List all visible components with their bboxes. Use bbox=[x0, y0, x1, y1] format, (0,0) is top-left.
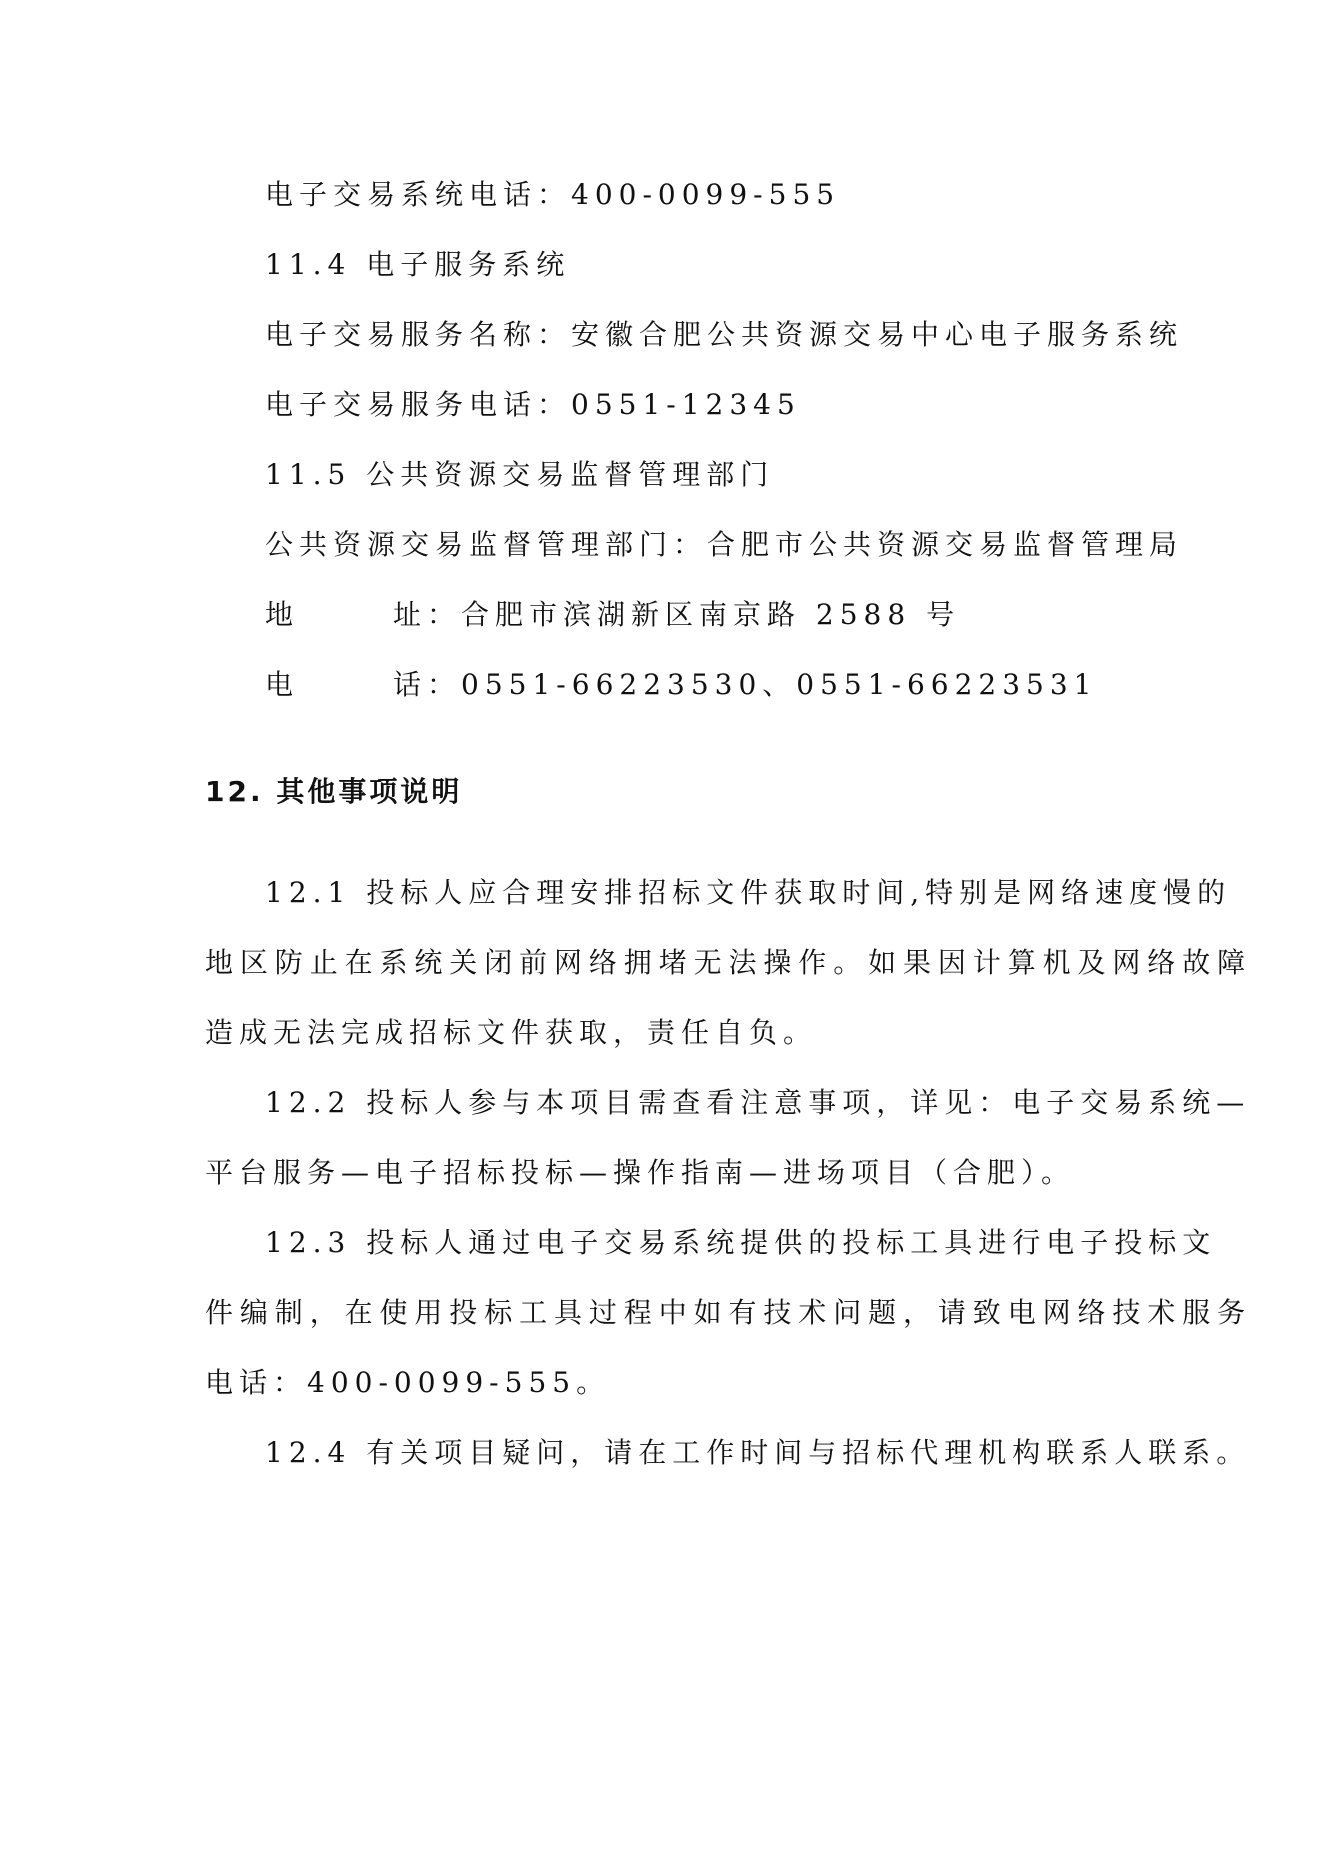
service-name-line: 电子交易服务名称：安徽合肥公共资源交易中心电子服务系统 bbox=[265, 318, 1184, 351]
para-12-2-line-1: 12.2 投标人参与本项目需查看注意事项，详见：电子交易系统— bbox=[265, 1086, 1251, 1119]
address-label-second: 址： bbox=[393, 598, 462, 631]
subsection-11-5-title: 11.5 公共资源交易监督管理部门 bbox=[265, 458, 775, 491]
phone-label-second: 话： bbox=[393, 668, 462, 701]
para-12-4-line-1: 12.4 有关项目疑问，请在工作时间与招标代理机构联系人联系。 bbox=[265, 1436, 1251, 1469]
phone-label-first: 电 bbox=[265, 668, 300, 701]
supervision-dept-line: 公共资源交易监督管理部门：合肥市公共资源交易监督管理局 bbox=[265, 528, 1184, 561]
address-label-first: 地 bbox=[265, 598, 300, 631]
sys-phone-line: 电子交易系统电话：400-0099-555 bbox=[265, 178, 841, 211]
address-value: 合肥市滨湖新区南京路 2588 号 bbox=[461, 598, 961, 631]
para-12-1-line-1: 12.1 投标人应合理安排招标文件获取时间,特别是网络速度慢的 bbox=[265, 876, 1232, 909]
para-12-3-line-3: 电话：400-0099-555。 bbox=[205, 1366, 611, 1399]
para-12-1-line-2: 地区防止在系统关闭前网络拥堵无法操作。如果因计算机及网络故障 bbox=[205, 946, 1253, 979]
section-12-heading: 12. 其他事项说明 bbox=[205, 775, 463, 808]
para-12-3-line-1: 12.3 投标人通过电子交易系统提供的投标工具进行电子投标文 bbox=[265, 1226, 1217, 1259]
subsection-11-4-title: 11.4 电子服务系统 bbox=[265, 248, 571, 281]
para-12-2-line-2: 平台服务—电子招标投标—操作指南—进场项目（合肥）。 bbox=[205, 1156, 1076, 1189]
address-line bbox=[265, 595, 960, 635]
para-12-1-line-3: 造成无法完成招标文件获取，责任自负。 bbox=[205, 1016, 818, 1049]
phone-value: 0551-66223530、0551-66223531 bbox=[461, 668, 1098, 701]
phone-line bbox=[265, 665, 1098, 705]
service-phone-line: 电子交易服务电话：0551-12345 bbox=[265, 388, 801, 421]
para-12-3-line-2: 件编制，在使用投标工具过程中如有技术问题，请致电网络技术服务 bbox=[205, 1296, 1253, 1329]
